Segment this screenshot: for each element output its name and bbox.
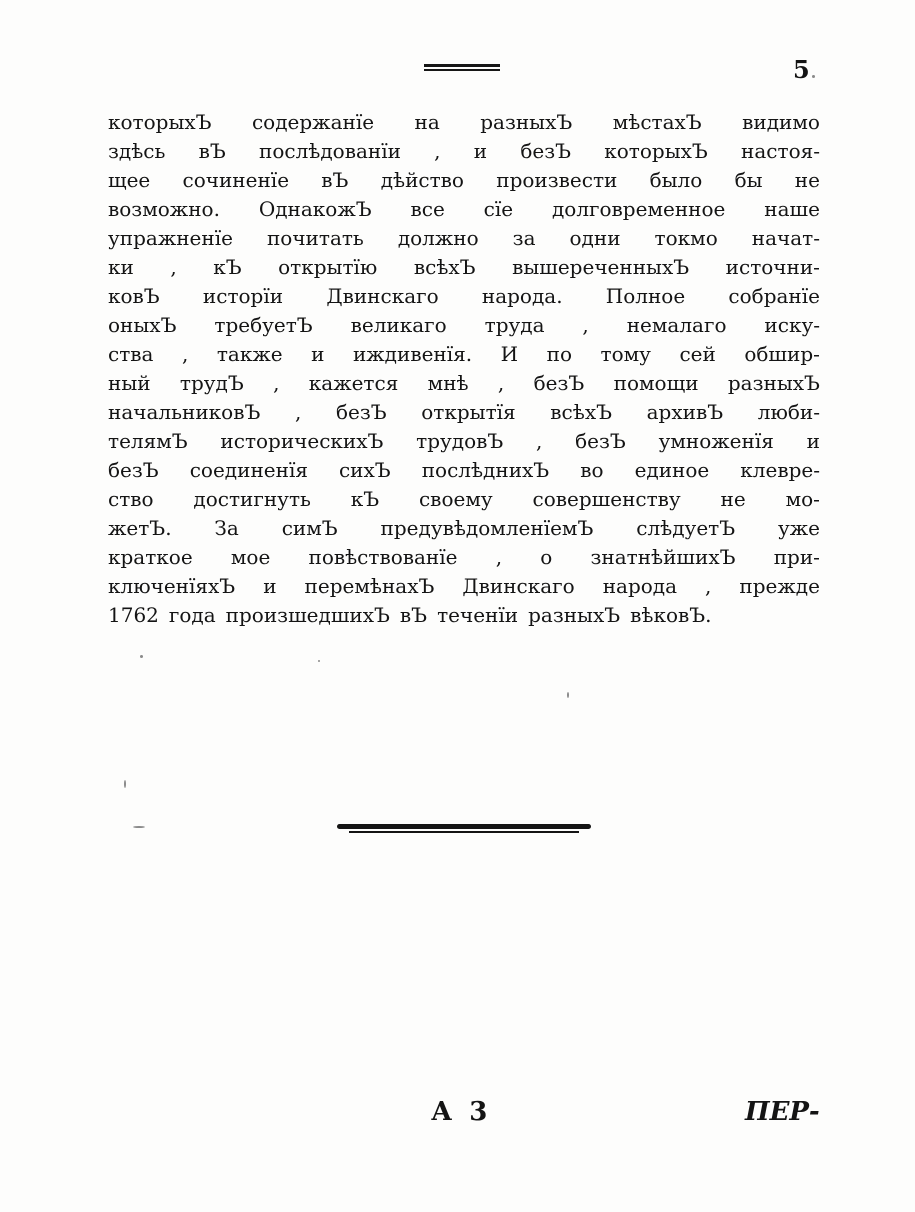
text-word: наше	[764, 197, 820, 221]
text-word: ,	[170, 255, 177, 279]
text-word: ковЪ	[108, 284, 160, 308]
text-word: долговременное	[551, 197, 726, 221]
text-word: теченїи	[437, 603, 519, 627]
text-word: ства	[108, 342, 154, 366]
text-word: бы	[734, 168, 763, 192]
text-word: такжe	[216, 342, 283, 366]
paper-speck	[812, 75, 815, 78]
text-word: которыхЪ	[604, 139, 708, 163]
text-word: всѣхЪ	[550, 400, 612, 424]
text-word: мѣстахЪ	[612, 110, 702, 134]
end-rule-thick-bar	[337, 824, 591, 829]
text-word: клевре-	[740, 458, 820, 482]
text-word: повѣствованїе	[308, 545, 458, 569]
text-word: краткое	[108, 545, 193, 569]
text-word: на	[414, 110, 440, 134]
text-word: за	[512, 226, 536, 250]
text-word: ки	[108, 255, 134, 279]
text-word: прежде	[739, 574, 820, 598]
text-word: источни-	[725, 255, 820, 279]
text-word: при-	[773, 545, 820, 569]
text-word: народа	[602, 574, 678, 598]
text-word: произшедшихЪ	[225, 603, 390, 627]
paper-speck	[133, 826, 145, 828]
text-word: жетЪ.	[108, 516, 172, 540]
text-word: всѣхЪ	[413, 255, 476, 279]
text-word: ,	[294, 400, 302, 424]
text-word: великаго	[350, 313, 447, 337]
text-word: ,	[181, 342, 189, 366]
text-word: архивЪ	[646, 400, 724, 424]
text-word: безЪ	[575, 429, 626, 453]
text-line	[108, 282, 820, 311]
text-word: послѣднихЪ	[421, 458, 550, 482]
text-word: ,	[705, 574, 712, 598]
text-word: единое	[634, 458, 710, 482]
text-word: народа.	[481, 284, 563, 308]
text-word: было	[649, 168, 703, 192]
text-word: разныхЪ	[480, 110, 573, 134]
text-word: иждивенїя.	[352, 342, 473, 366]
text-word: упражненїе	[108, 226, 233, 250]
text-word: начат-	[751, 226, 820, 250]
text-word: своему	[418, 487, 493, 511]
text-word: не	[794, 168, 820, 192]
text-word: вЪ	[399, 603, 428, 627]
text-word: Полное	[605, 284, 686, 308]
text-word: которыхЪ	[108, 110, 212, 134]
text-word: безЪ	[533, 371, 585, 395]
text-word: произвести	[496, 168, 618, 192]
text-word: вЪ	[198, 139, 226, 163]
text-word: помощи	[613, 371, 699, 395]
text-word: содержанїе	[251, 110, 375, 134]
text-word: все	[410, 197, 445, 221]
text-word: И	[500, 342, 519, 366]
text-word: предувѣдомленїемЪ	[380, 516, 594, 540]
body-text	[108, 108, 820, 630]
text-word: люби-	[757, 400, 820, 424]
text-word: мнѣ	[427, 371, 469, 395]
text-word: тому	[600, 342, 651, 366]
text-word: исторїи	[202, 284, 284, 308]
text-word: ,	[497, 371, 505, 395]
header-rule-bar	[424, 69, 500, 71]
text-word: ,	[495, 545, 503, 569]
text-word: совершенству	[532, 487, 681, 511]
text-word: и	[263, 574, 277, 598]
text-line	[108, 224, 820, 253]
text-word: За	[214, 516, 239, 540]
text-word: почитать	[266, 226, 364, 250]
text-word: сїе	[483, 197, 514, 221]
text-word: вЪ	[321, 168, 349, 192]
text-word: безЪ	[335, 400, 387, 424]
end-rule-thin-bar	[349, 831, 579, 833]
text-word: послѣдованїи	[259, 139, 401, 163]
text-line	[108, 340, 820, 369]
text-word: ,	[434, 139, 441, 163]
paper-speck	[318, 660, 320, 662]
text-word: иску-	[764, 313, 820, 337]
text-word: разныхЪ	[528, 603, 621, 627]
text-line	[108, 166, 820, 195]
text-word: историческихЪ	[220, 429, 384, 453]
text-line	[108, 369, 820, 398]
text-word: щее	[108, 168, 151, 192]
text-word: вышереченныхЪ	[512, 255, 690, 279]
text-word: ОднакожЪ	[258, 197, 372, 221]
text-word: дѣйство	[380, 168, 464, 192]
text-word: собранїе	[728, 284, 820, 308]
text-word: Двинскаго	[326, 284, 439, 308]
text-word: не	[720, 487, 746, 511]
text-word: начальниковЪ	[108, 400, 261, 424]
text-word: Двинскаго	[462, 574, 575, 598]
text-line	[108, 108, 820, 137]
text-line	[108, 514, 820, 543]
text-word: и	[311, 342, 325, 366]
text-word: мое	[230, 545, 271, 569]
text-word: слѣдуетЪ	[636, 516, 736, 540]
text-word: кЪ	[213, 255, 242, 279]
text-word: знатнѣйшихЪ	[590, 545, 736, 569]
text-word: трудЪ	[179, 371, 244, 395]
catchword: ПЕР-	[745, 1097, 820, 1127]
text-word: достигнуть	[193, 487, 311, 511]
end-ornament-rule	[337, 822, 591, 834]
text-line	[108, 456, 820, 485]
text-word: сихЪ	[338, 458, 391, 482]
paper-speck	[567, 692, 569, 698]
text-line	[108, 572, 820, 601]
text-word: трудовЪ	[416, 429, 504, 453]
text-word: года	[168, 603, 216, 627]
text-word: соединенїя	[189, 458, 308, 482]
paper-speck	[124, 780, 126, 788]
text-line	[108, 485, 820, 514]
text-word: требуетЪ	[214, 313, 313, 337]
text-word: о	[540, 545, 553, 569]
text-word: ный	[108, 371, 151, 395]
text-word: обшир-	[744, 342, 820, 366]
text-line	[108, 601, 820, 630]
text-word: открытїю	[278, 255, 378, 279]
text-line	[108, 253, 820, 282]
text-word: ,	[582, 313, 589, 337]
text-word: ство	[108, 487, 154, 511]
text-word: по	[546, 342, 572, 366]
text-word: возможно.	[108, 197, 220, 221]
text-word: вѣковЪ.	[630, 603, 712, 627]
signature-mark: А 3	[431, 1097, 492, 1127]
text-word: во	[580, 458, 604, 482]
text-word: безЪ	[520, 139, 572, 163]
text-word: и	[473, 139, 488, 163]
text-word: труда	[484, 313, 545, 337]
text-word: немалаго	[626, 313, 727, 337]
text-word: мо-	[785, 487, 820, 511]
text-word: одни	[569, 226, 621, 250]
header-ornament-rule	[424, 64, 500, 71]
paper-speck	[140, 655, 143, 658]
page-number: 5	[793, 55, 810, 84]
text-word: должно	[397, 226, 479, 250]
text-line	[108, 398, 820, 427]
text-word: токмо	[654, 226, 718, 250]
text-word: перемѣнахЪ	[304, 574, 435, 598]
text-word: ,	[536, 429, 543, 453]
text-word: 1762	[108, 603, 159, 627]
text-word: телямЪ	[108, 429, 188, 453]
text-word: симЪ	[281, 516, 338, 540]
text-word: умноженїя	[658, 429, 774, 453]
text-word: сей	[679, 342, 716, 366]
text-word: и	[806, 429, 820, 453]
text-word: кЪ	[350, 487, 380, 511]
text-word: оныхЪ	[108, 313, 177, 337]
text-word: кажется	[308, 371, 399, 395]
text-word: видимо	[742, 110, 820, 134]
text-line	[108, 195, 820, 224]
text-line	[108, 137, 820, 166]
text-word: настоя-	[741, 139, 820, 163]
text-word: разныхЪ	[727, 371, 820, 395]
text-word: ,	[273, 371, 280, 395]
text-word: уже	[777, 516, 820, 540]
text-word: ключенїяхЪ	[108, 574, 236, 598]
text-word: открытїя	[421, 400, 516, 424]
text-word: сочиненїе	[182, 168, 290, 192]
text-word: здѣсь	[108, 139, 166, 163]
text-word: безЪ	[108, 458, 159, 482]
text-line	[108, 311, 820, 340]
text-line	[108, 543, 820, 572]
text-line	[108, 427, 820, 456]
header-rule-bar	[424, 64, 500, 67]
